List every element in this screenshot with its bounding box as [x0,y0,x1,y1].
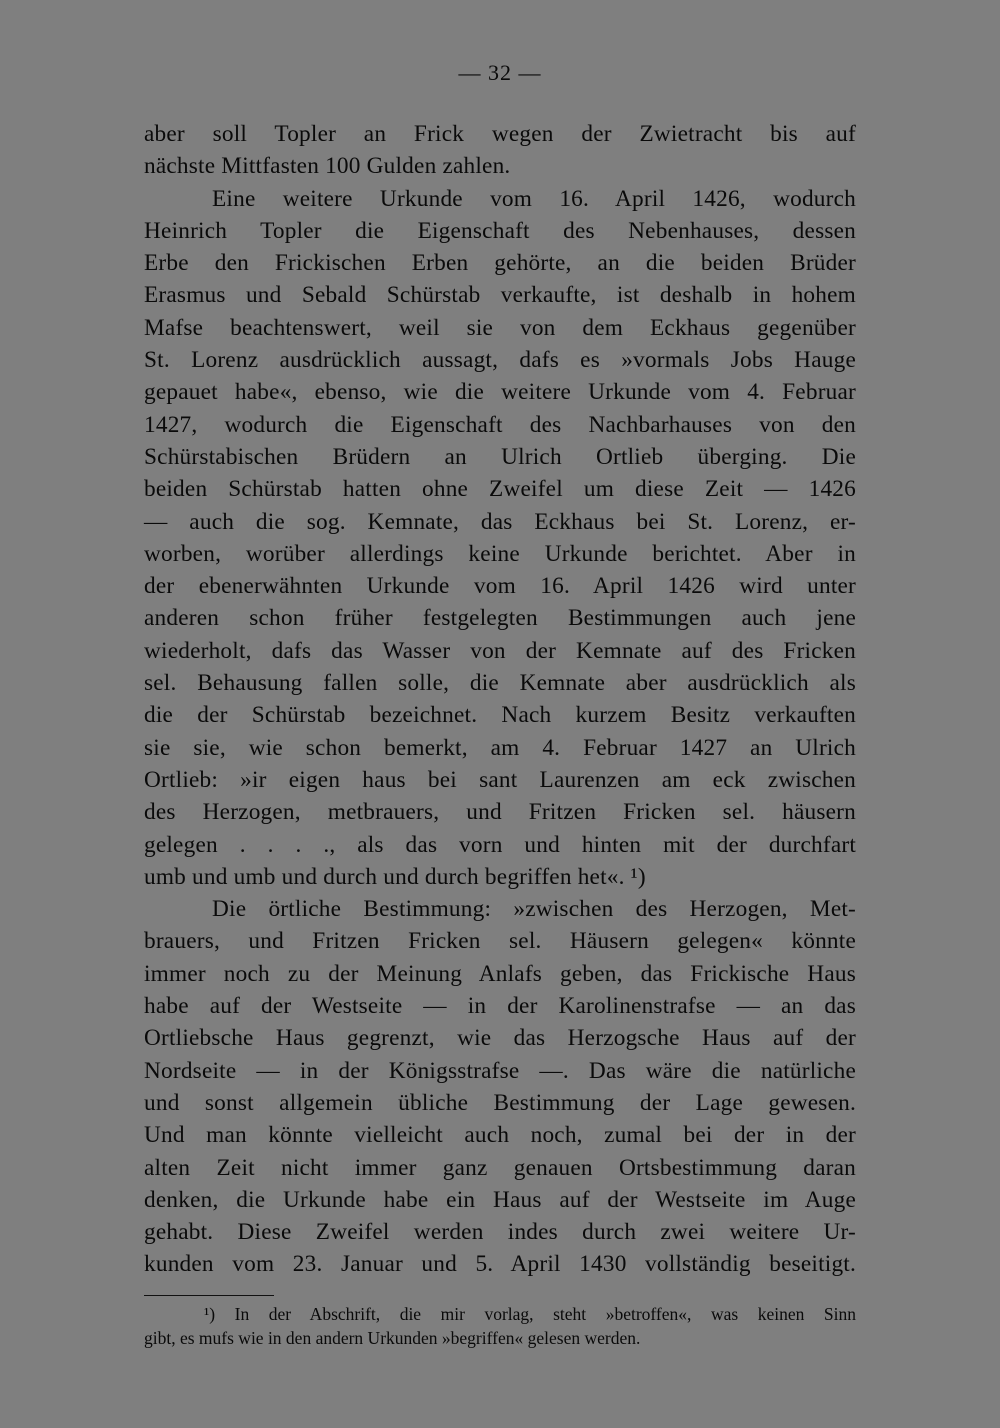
text-line: Nordseite — in der Königsstrafse —. Das wäre die natürliche [144,1057,856,1084]
text-line: sie sie, wie schon bemerkt, am 4. Februar 1427 an Ulrich [144,734,856,761]
text-line: Ortlieb: »ir eigen haus bei sant Laurenzen am eck zwischen [144,766,856,793]
text-line: und sonst allgemein übliche Bestimmung der Lage gewesen. [144,1089,856,1116]
text-line: kunden vom 23. Januar und 5. April 1430 vollständig beseitigt. [144,1251,856,1278]
text-line: Die örtliche Bestimmung: »zwischen des Herzogen, Met- [212,896,856,923]
text-line: sel. Behausung fallen solle, die Kemnate aber ausdrücklich als [144,670,856,697]
footnotes [144,1302,856,1350]
text-line: beiden Schürstab hatten ohne Zweifel um diese Zeit — 1426 [144,476,856,503]
footnote-line: ¹) In der Abschrift, die mir vorlag, steht »betroffen«, was keinen Sinn [204,1304,856,1324]
text-line: Schürstabischen Brüdern an Ulrich Ortlieb überging. Die [144,443,856,470]
footnote-line: gibt, es mufs wie in den andern Urkunden »begriffen« gelesen werden. [144,1328,641,1348]
text-line: Mafse beachtenswert, weil sie von dem Eckhaus gegenüber [144,314,856,341]
footnote-rule [144,1295,274,1296]
text-line: aber soll Topler an Frick wegen der Zwietracht bis auf [144,121,856,147]
text-line: Heinrich Topler die Eigenschaft des Nebenhauses, dessen [144,217,856,244]
body-text [144,118,856,1281]
text-line: wiederholt, dafs das Wasser von der Kemnate auf des Fricken [144,637,856,664]
text-line: brauers, und Fritzen Fricken sel. Häusern gelegen« könnte [144,928,856,955]
text-line: Erasmus und Sebald Schürstab verkaufte, ist deshalb in hohem [144,282,856,309]
text-line: Ortliebsche Haus gegrenzt, wie das Herzogsche Haus auf der [144,1025,856,1052]
text-line: gepauet habe«, ebenso, wie die weitere Urkunde vom 4. Februar [144,379,856,406]
text-line: habe auf der Westseite — in der Karolinenstrafse — an das [144,993,856,1020]
text-line: umb und umb und durch und durch begriffen het«. ¹) [144,863,646,890]
text-line: gehabt. Diese Zweifel werden indes durch zwei weitere Ur- [144,1219,856,1246]
text-line: des Herzogen, metbrauers, und Fritzen Fricken sel. häusern [144,799,856,826]
page-number: — 32 — [458,60,542,85]
text-line: nächste Mittfasten 100 Gulden zahlen. [144,153,511,180]
text-line: worben, worüber allerdings keine Urkunde berichtet. Aber in [144,540,856,567]
text-line: gelegen . . . ., als das vorn und hinten mit der durchfart [144,831,856,858]
text-line: Eine weitere Urkunde vom 16. April 1426, wodurch [212,185,856,212]
text-line: anderen schon früher festgelegten Bestimmungen auch jene [144,605,856,632]
text-line: Erbe den Frickischen Erben gehörte, an die beiden Brüder [144,250,856,277]
text-line: Und man könnte vielleicht auch noch, zumal bei der in der [144,1122,856,1149]
text-line: die der Schürstab bezeichnet. Nach kurzem Besitz verkauften [144,702,856,729]
text-line: denken, die Urkunde habe ein Haus auf der Westseite im Auge [144,1186,856,1213]
text-line: der ebenerwähnten Urkunde vom 16. April 1426 wird unter [144,573,856,600]
text-line: — auch die sog. Kemnate, das Eckhaus bei St. Lorenz, er- [144,508,856,535]
text-line: 1427, wodurch die Eigenschaft des Nachbarhauses von den [144,411,856,438]
text-line: immer noch zu der Meinung Anlafs geben, das Frickische Haus [144,960,856,987]
text-line: alten Zeit nicht immer ganz genauen Ortsbestimmung daran [144,1154,856,1181]
text-line: St. Lorenz ausdrücklich aussagt, dafs es »vormals Jobs Hauge [144,347,856,374]
